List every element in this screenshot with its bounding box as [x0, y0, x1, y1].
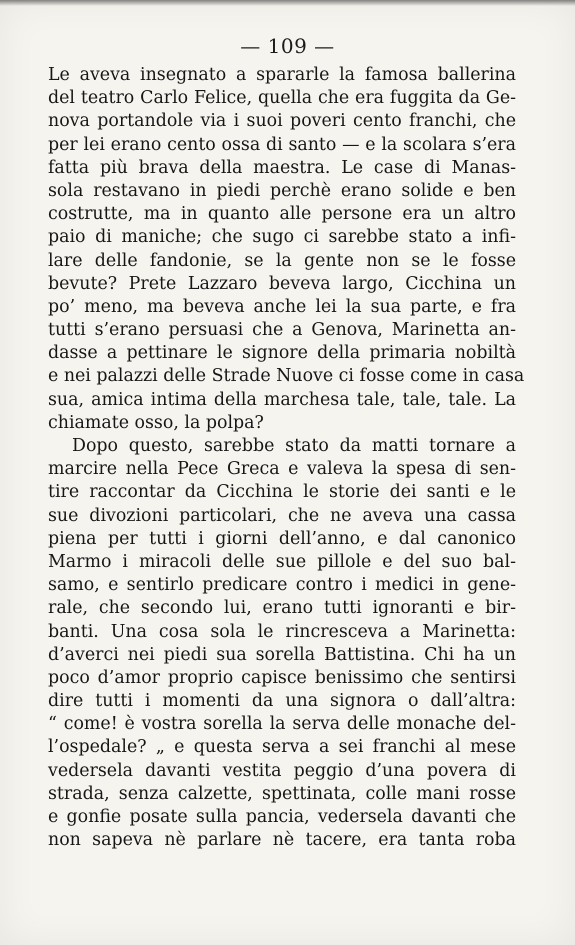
- text-line: e nei palazzi delle Strade Nuove ci fosse come in casa: [48, 366, 525, 387]
- text-line: non sapeva nè parlare nè tacere, era tanta roba: [48, 830, 516, 851]
- text-line: samo, e sentirlo predicare contro i medici in gene-: [48, 575, 516, 596]
- text-line: dire tutti i momenti da una signora o dall’altra:: [48, 691, 516, 712]
- text-line: tutti s’erano persuasi che a Genova, Marinetta an-: [48, 320, 516, 341]
- text-line: vedersela davanti vestita peggio d’una povera di: [48, 760, 516, 781]
- text-line: banti. Una cosa sola le rincresceva a Marinetta:: [48, 621, 516, 642]
- text-line: “ come! è vostra sorella la serva delle monache del-: [48, 714, 516, 735]
- text-line: d’averci nei piedi sua sorella Battistina. Chi ha un: [48, 644, 516, 665]
- text-line: l’ospedale? „ e questa serva a sei franchi al mese: [48, 737, 516, 758]
- text-line: marcire nella Pece Greca e valeva la spesa di sen-: [48, 459, 516, 480]
- text-line: sua, amica intima della marchesa tale, tale, tale. La: [48, 389, 516, 410]
- text-line: poco d’amor proprio capisce benissimo che sentirsi: [48, 667, 516, 688]
- text-line: nova portandole via i suoi poveri cento franchi, che: [48, 111, 516, 132]
- page-number: — 109 —: [240, 34, 335, 58]
- text-line: paio di maniche; che sugo ci sarebbe stato a infi-: [48, 227, 516, 248]
- text-line: Le aveva insegnato a spararle la famosa ballerina: [48, 65, 516, 85]
- text-line: sue divozioni particolari, che ne aveva una cassa: [48, 505, 516, 526]
- text-line: costrutte, ma in quanto alle persone era un altro: [48, 204, 516, 225]
- body-text: [48, 64, 525, 852]
- text-line: strada, senza calzette, spettinata, colle mani rosse: [48, 783, 516, 804]
- page-top-edge: [0, 0, 575, 6]
- text-line: po’ meno, ma beveva anche lei la sua parte, e fra: [48, 296, 516, 317]
- text-line: sola restavano in piedi perchè erano solide e ben: [48, 180, 516, 201]
- text-line: e gonfie posate sulla pancia, vedersela davanti che: [48, 807, 516, 827]
- text-line: chiamate osso, la polpa?: [48, 412, 264, 433]
- text-line: fatta più brava della maestra. Le case di Manas-: [48, 157, 516, 178]
- text-line: rale, che secondo lui, erano tutti ignoranti e bir-: [48, 598, 516, 619]
- text-line: piena per tutti i giorni dell’anno, e dal canonico: [48, 528, 516, 549]
- text-line: del teatro Carlo Felice, quella che era fuggita da Ge-: [48, 88, 516, 109]
- text-line: Dopo questo, sarebbe stato da matti tornare a: [72, 436, 516, 456]
- text-line: Marmo i miracoli delle sue pillole e del suo bal-: [48, 551, 516, 572]
- text-line: lare delle fandonie, se la gente non se le fosse: [48, 250, 516, 271]
- text-line: dasse a pettinare le signore della primaria nobiltà: [48, 343, 516, 364]
- text-line: per lei erano cento ossa di santo — e la scolara s’era: [48, 134, 516, 155]
- text-line: bevute? Prete Lazzaro beveva largo, Cicchina un: [48, 273, 516, 294]
- text-line: tire raccontar da Cicchina le storie dei santi e le: [48, 482, 516, 503]
